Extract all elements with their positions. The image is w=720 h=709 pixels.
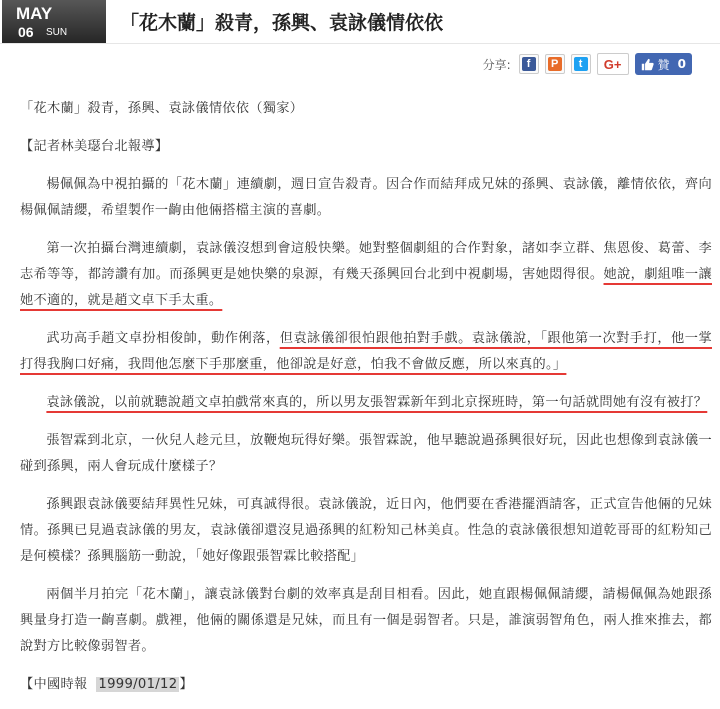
paragraph-6: 孫興跟袁詠儀要結拜異性兄妹，可真誠得很。袁詠儀說，近日內，他們要在香港擺酒請客，正式宣告他倆的兄妹情。孫興已見過袁詠儀的男友，袁詠儀卻還沒見過孫興的紅粉知己林美貞。性急的袁詠儀很想知道乾哥哥的紅粉知己是何模樣？孫興腦筋一動說，「她好像跟張智霖比較搭配」: [20, 497, 712, 564]
google-plus-button[interactable]: G+: [597, 53, 629, 75]
paragraph-1: 楊佩佩為中視拍攝的「花木蘭」連續劇，週日宣告殺青。因合作而結拜成兄妹的孫興、袁詠儀，離情依依，齊向楊佩佩請纓，希望製作一齣由他倆搭檔主演的喜劇。: [20, 177, 712, 218]
date-day: 06: [18, 24, 34, 40]
twitter-icon: t: [574, 57, 588, 71]
paragraph-3-text: 武功高手趙文卓扮相俊帥，動作俐落，: [46, 331, 280, 346]
source-name: 【中國時報: [20, 677, 88, 692]
source-end: 】: [179, 677, 193, 692]
paragraph-2: [20, 236, 712, 314]
facebook-icon: f: [522, 57, 536, 71]
like-button[interactable]: [635, 53, 692, 75]
source-date: 1999/01/12: [98, 677, 178, 692]
date-weekday: SUN: [46, 27, 68, 38]
paragraph-7: 兩個半月拍完「花木蘭」，讓袁詠儀對台劇的效率真是刮目相看。因此，她直跟楊佩佩請纓，請楊佩佩為她跟孫興量身打造一齣喜劇。戲裡，他倆的關係還是兄妹，而且有一個是弱智者。只是，誰演弱智角色，兩人推來推去，都說對方比較像弱智者。: [20, 587, 712, 654]
thumbs-up-icon: [641, 58, 654, 71]
twitter-share-button[interactable]: [571, 54, 591, 74]
paragraph-5: 張智霖到北京，一伙兒人趁元旦，放鞭炮玩得好樂。張智霖說，他早聽說過孫興很好玩，因此也想像到袁詠儀一碰到孫興，兩人會玩成什麼樣子？: [20, 433, 712, 474]
plurk-icon: P: [548, 57, 562, 71]
article-body: [20, 96, 712, 698]
date-badge: [2, 0, 106, 43]
date-month: MAY: [16, 4, 53, 23]
paragraph-2-highlight: 她說，劇組唯一讓她不適的，就是趙文卓下手太重。: [20, 267, 712, 308]
like-label: 贊: [657, 57, 670, 72]
share-bar: [483, 52, 692, 76]
plurk-share-button[interactable]: [545, 54, 565, 74]
facebook-share-button[interactable]: [519, 54, 539, 74]
article-source: [20, 672, 712, 698]
paragraph-3: [20, 326, 712, 378]
share-label: 分享:: [482, 57, 511, 72]
article-headline: 「花木蘭」殺青，孫興、袁詠儀情依依（獨家）: [20, 101, 304, 116]
like-count: 0: [677, 57, 686, 71]
page-header: [0, 0, 720, 44]
paragraph-4: [20, 390, 712, 416]
paragraph-3-highlight: 但袁詠儀卻很怕跟他拍對手戲。袁詠儀說，「跟他第一次對手打，他一掌打得我胸口好痛，我問他怎麼下手那麼重，他卻說是好意，怕我不會做反應，所以來真的。」: [20, 331, 712, 372]
page-title: 「花木蘭」殺青，孫興、袁詠儀情依依: [120, 12, 444, 34]
article-byline: 【記者林美璱台北報導】: [20, 139, 169, 154]
paragraph-4-highlight: 袁詠儀說，以前就聽說趙文卓拍戲常來真的，所以男友張智霖新年到北京探班時，第一句話就問她有沒有被打？: [46, 395, 708, 410]
paragraph-2-text: 第一次拍攝台灣連續劇，袁詠儀沒想到會這般快樂。她對整個劇組的合作對象，諸如李立群、焦恩俊、葛蕾、李志希等等，都誇讚有加。而孫興更是她快樂的泉源，有幾天孫興回台北到中視劇場，害她悶得很。: [20, 241, 712, 282]
